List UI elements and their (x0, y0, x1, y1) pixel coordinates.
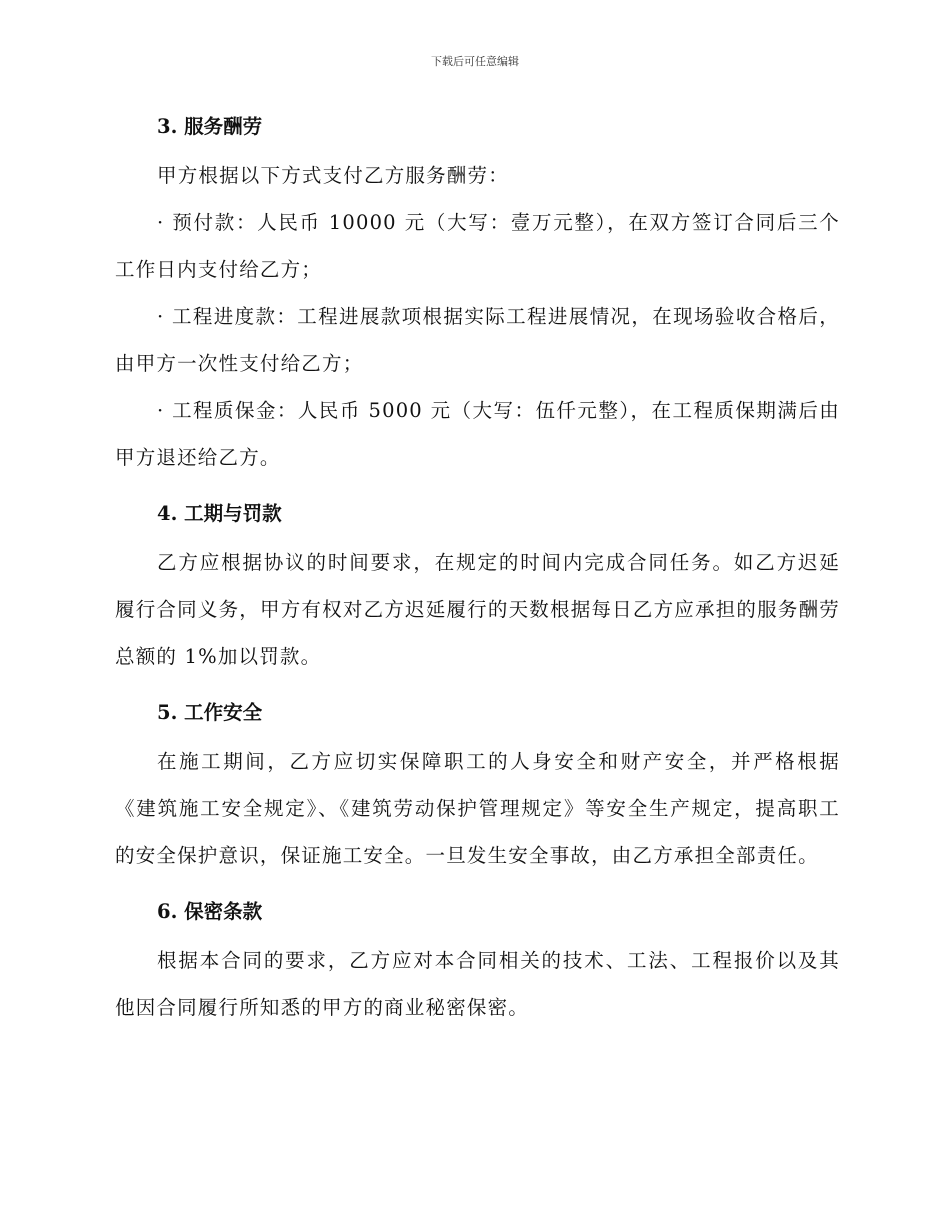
bullet-item: · 工程进度款：工程进展款项根据实际工程进展情况，在现场验收合格后，由甲方一次性支付给乙方； (115, 305, 840, 375)
document-body (115, 106, 840, 1031)
paragraph: 根据本合同的要求，乙方应对本合同相关的技术、工法、工程报价以及其他因合同履行所知悉的甲方的商业秘密保密。 (115, 949, 840, 1019)
section-schedule-penalty (115, 493, 840, 680)
section-confidentiality (115, 891, 840, 1031)
paragraph: 甲方根据以下方式支付乙方服务酬劳： (157, 164, 509, 187)
section-work-safety (115, 692, 840, 879)
bullet-item: · 预付款：人民币 10000 元（大写：壹万元整），在双方签订合同后三个工作日内支付给乙方； (115, 211, 840, 281)
section-heading: 6. 保密条款 (157, 900, 263, 923)
bullet-item: · 工程质保金：人民币 5000 元（大写：伍仟元整），在工程质保期满后由甲方退还给乙方。 (115, 399, 840, 469)
section-heading: 4. 工期与罚款 (157, 502, 282, 525)
section-heading: 5. 工作安全 (157, 701, 263, 724)
paragraph: 乙方应根据协议的时间要求，在规定的时间内完成合同任务。如乙方迟延履行合同义务，甲方有权对乙方迟延履行的天数根据每日乙方应承担的服务酬劳总额的 1%加以罚款。 (115, 551, 840, 668)
section-service-fee (115, 106, 840, 481)
page-header: 下载后可任意编辑 (431, 55, 519, 68)
section-heading: 3. 服务酬劳 (157, 115, 263, 138)
paragraph: 在施工期间，乙方应切实保障职工的人身安全和财产安全，并严格根据《建筑施工安全规定》、《建筑劳动保护管理规定》等安全生产规定，提高职工的安全保护意识，保证施工安全。一旦发生安全事故，由乙方承担全部责任。 (115, 750, 840, 867)
